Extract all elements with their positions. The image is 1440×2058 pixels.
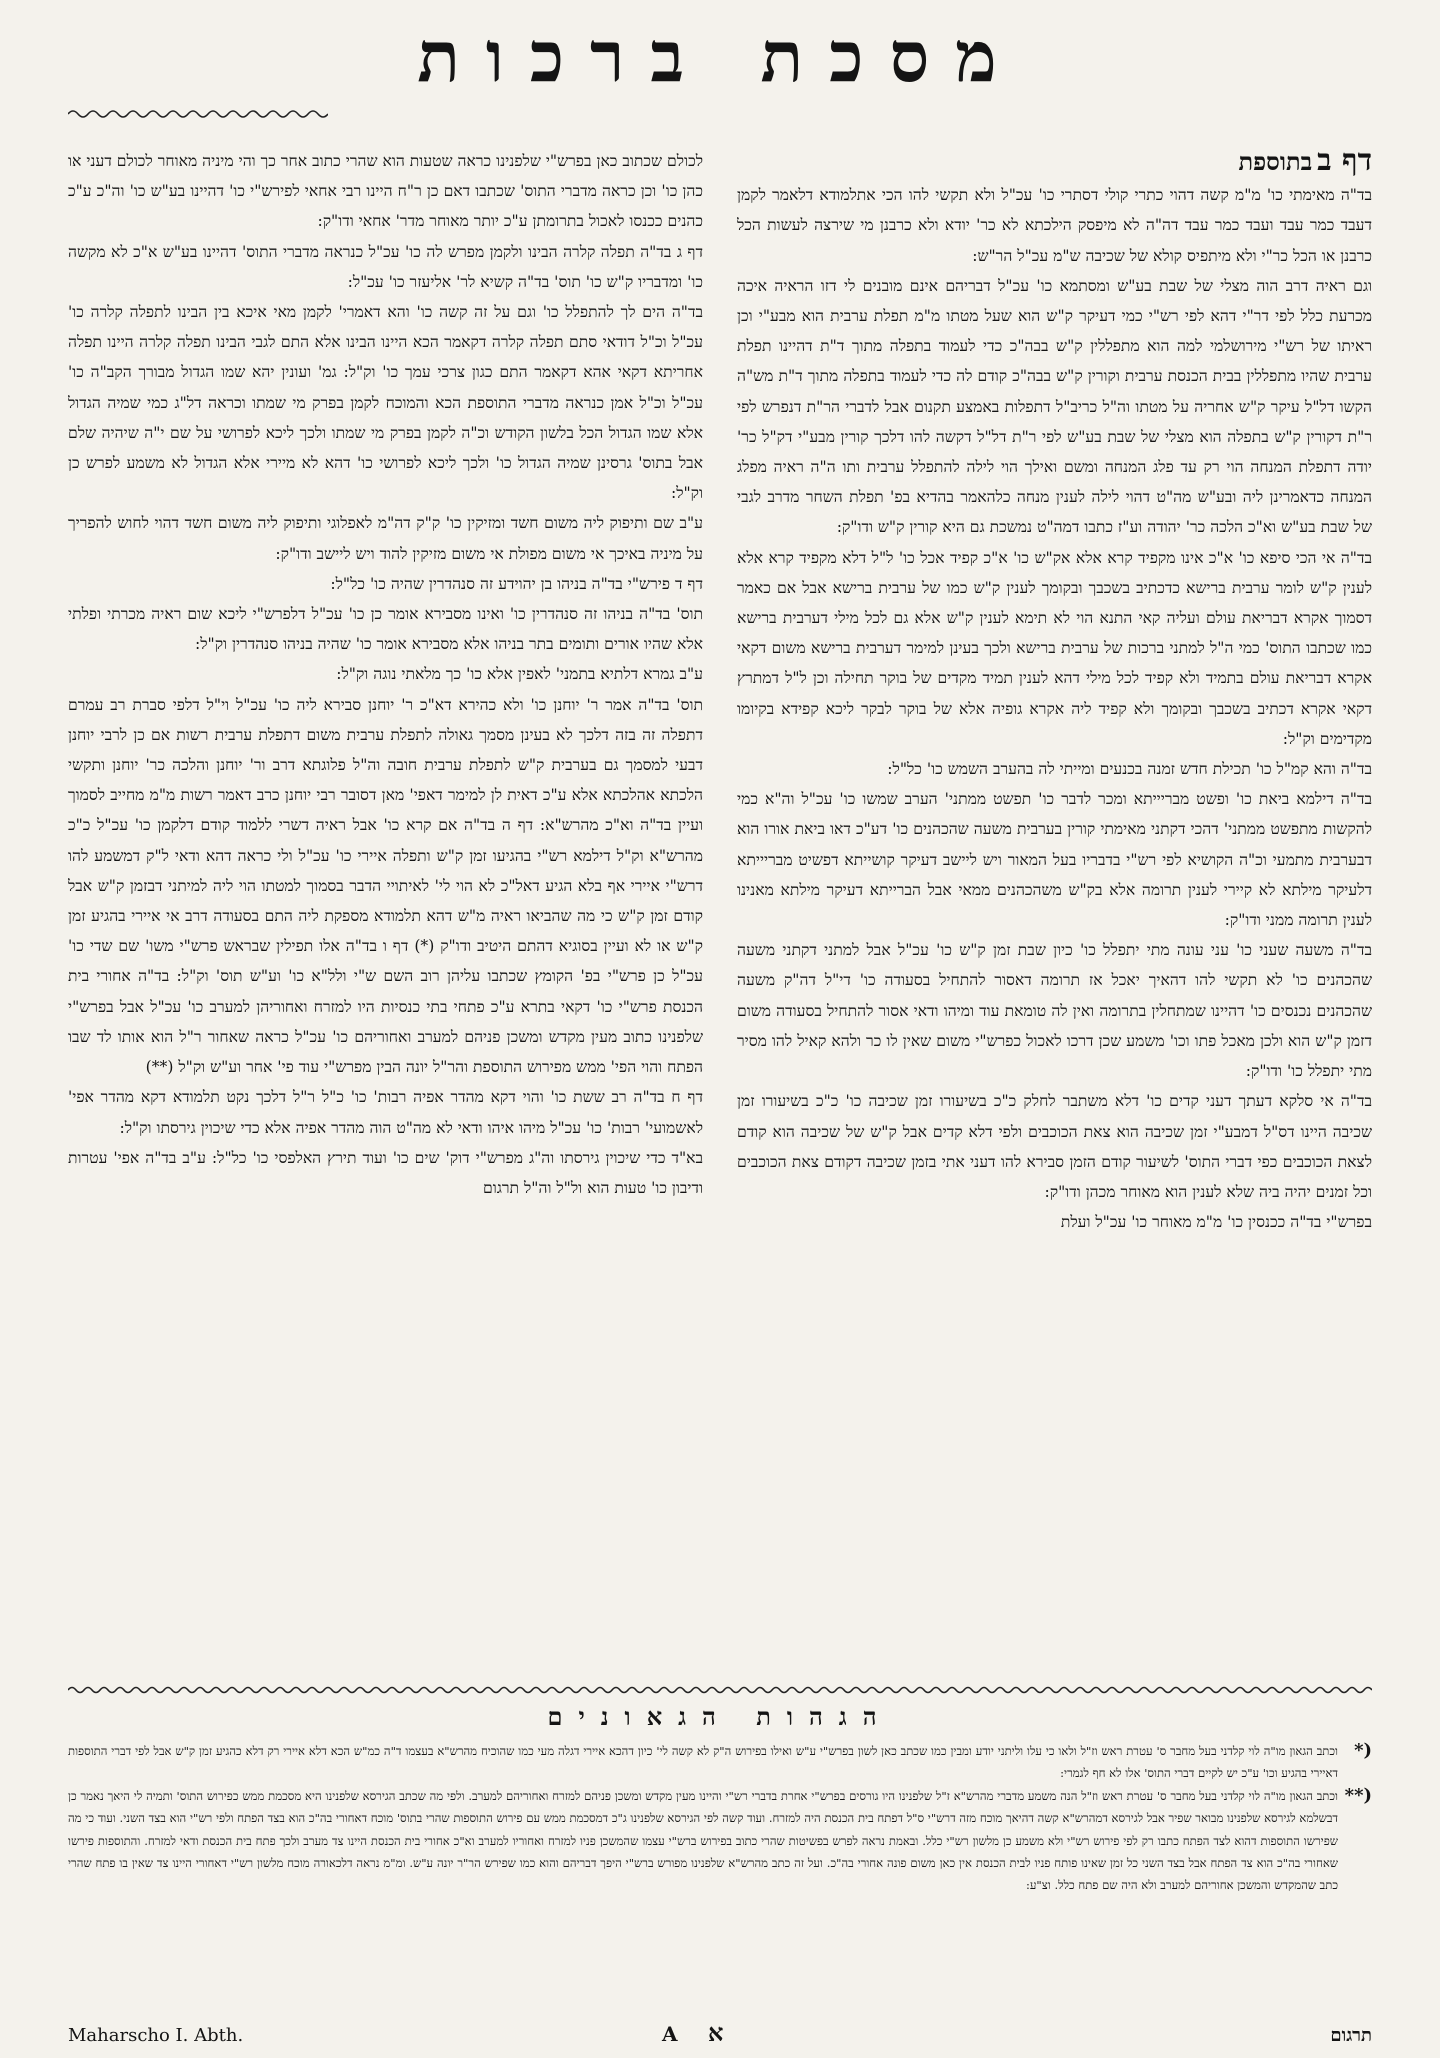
paragraph: בד"ה מאימתי כו' מ"מ קשה דהוי כתרי קולי דסתרי כו' עכ"ל ולא תקשי להו הכי אתלמודא דלאמר לקמן דעבד כמר עבד ועבד כמר עבד דה"ה לא מיפסק הילכתא לא כר' יודא ולא כרבנן מי שירצה לעשות הכל כרבנן או הכל כר"י ולא מיתפיס קולא של שכיבה ש"מ עכ"ל הר"ש: <box>737 186 1372 265</box>
paragraph: בד"ה אי הכי סיפא כו' א"כ אינו מקפיד קרא אלא אק"ש כו' א"כ קפיד אכל כו' ל"ל דלא מקפיד קרא אלא לענין ק"ש לומר ערבית ברישא כדכתיב בשכבך ובקומך לענין ק"ש כמו של ערבית ברישא אבל אם כאמר דסמוך אקרא דבריאת עולם ועליה קאי התנא הוי לא תימא לענין ק"ש אלא גם לכל מילי דערבית ברישא כמו שכתבו התוס' כמי ה"ל למתני ברכות של ערבית ברישא ולכך בעינן למימר דערבית ברישא משום דקאי אקרא דבריאת עולם בתמיד ולא קפיד לכל מילי דהא לענין תמיד מקדים של בוקר תחילה וכן ל"ל דמתרץ דקאי אקרא דכתיב בשכבך ובקומך ולא קפיד ליה אקרא גופיה אלא של בוקר לבקר ליכא קפידא בקיומו מקדימים וק"ל: <box>737 548 1372 748</box>
tosafot-label: בתוספת <box>1238 147 1313 176</box>
right-column-heading <box>737 146 1372 180</box>
note-marker: *) <box>1354 1740 1372 1761</box>
footer-imprint: Maharscho I. Abth. <box>68 2025 244 2046</box>
paragraph: בד"ה הים לך להתפלל כו' וגם על זה קשה כו' והא דאמרי' לקמן מאי איכא בין הבינו לתפלה קלרה כו' עכ"ל וכ"ל דודאי סתם תפלה קלרה דקאמר הכא היינו הבינו אלא התם לגבי הבינו תפלה קלרה היינו תפלה אחריתא דקאי אהא דקאמר התם כגון צרכי עמך כו' וק"ל: גמ' ועונין יהא שמו הגדול מבורך הקב"ה כו' עכ"ל וכ"ל אמן כנראה מדברי התוספת הכא והמוכח לקמן בפרק מי שמתו וכראה דל"ג כמי שמיה הגדול אלא שמו הגדול הכל בלשון הקודש וכ"ה לקמן בפרק מי שמתו ולכך ליכא לפרושי על שם י"ה שיהיה שלם אבל בתוס' גרסינן שמיה הגדול כו' ולכך ליכא לפרושי כו' דהא לא מיירי אלא הגדול לא משמע לפרש כן וק"ל: <box>68 303 703 503</box>
paragraph: בד"ה אי סלקא דעתך דעני קדים כו' דלא משתבר לחלק כ"כ בשיעורו זמן שכיבה כו' כ"כ בשיעורו זמן שכיבה היינו דס"ל דמבע"י זמן שכיבה הוא צאת הכוכבים ולפי דלא קדים אבל ק"ש של שכיבה הוא קודם לצאת הכוכבים כפי דברי התוס' לשיעור קודם הזמן סבירא להו דעני אתי בזמן שכיבה דקודם צאת הכוכבים וכל זמנים יהיה ביה שלא לענין הוא מאוחר מכהן ודו"ק: <box>737 1092 1372 1201</box>
geonim-note <box>68 1740 1372 1785</box>
paragraph: בא"ד כדי שיכוין גירסתו וה"ג מפרש"י דוק' שים כו' ועוד תירץ האלפסי כו' כל"ל: ע"ב בד"ה אפי' עטרות ודיבון כו' טעות הוא ול"ל וה"ל תרגום <box>68 1148 703 1197</box>
signature-hebrew-letter: א <box>708 2018 724 2047</box>
paragraph: וגם ראיה דרב הוה מצלי של שבת בע"ש ומסתמא כו' עכ"ל דבריהם אינם מובנים לי דזו הראיה איכה מכרעת כלל לפי דר"י דהא לפי רש"י כמי דעיקר ק"ש הוא שעל מטתו מ"מ תפלת ערבית הוא מבע"י וכן ראיתו של רש"י מירושלמי למה הוא מתפללין ק"ש בבה"כ כדי לעמוד בתפלה מתוך ד"ת דהיינו תפלת ערבית שהיו מתפללין בבית הכנסת ערבית וקורין ק"ש בבה"כ קודם לה כדי לעמוד בתפלה מתוך ד"ת מש"ה הקשו דל"ל עיקר ק"ש אחריה על מטתו וה"ל כריב"ל דתפלות באמצע תקנום אבל לדברי הר"ת דנפרש לפי ר"ת דקורין ק"ש בתפלה הוא מצלי של שבת בע"ש לפי ר"ת דל"ל דקשה להו דלכך קורין מבע"י דק"ל כר' יודה דתפלת המנחה הוי רק עד פלג המנחה ומשם ואילך הוי לילה להתפלל ערבית ותו ה"ה ראיה מפלג המנחה כדאמרינן ליה ובע"ש מה"ט דהוי לילה לענין מנחה כלהאמר בהדיא בפ' תפלת השחר מדרב לגבי של שבת בע"ש וא"כ הלכה כר' יהודה וע"ז כתבו דמה"ט נמשכת גם היא קורין ק"ש ודו"ק: <box>737 276 1372 537</box>
paragraph: דף ג בד"ה תפלה קלרה הבינו ולקמן מפרש לה כו' עכ"ל כנראה מדברי התוס' דהיינו בע"ש א"כ לא מקשה כו' ומדבריו ק"ש כו' תוס' בד"ה קשיא לר' אליעזר כו' עכ"ל: <box>68 242 703 291</box>
note-text: וכתב הגאון מו"ה לוי קלדני בעל מחבר ס' עטרת ראש וז"ל ולאו כי עלו וליתני יודע ומבין כמו שכתב כאן לשון בפרש"י ע"ש ואילו בפירוש ה"ק לא קשה לי' כיון דהכא איירי דגלה מעי כמו שהוכיח מהרש"א בעצמו ד"ה כמ"ש הכא דלא איירי רק דלא כהגיע זמן ק"ש אבל לפי דברי התוספות דאיירי בהגיע וכו' ע"כ יש לקיים דברי התוס' אלו לא חף לגמרי: <box>68 1744 1338 1781</box>
geonim-title: הגהות הגאונים <box>547 1702 893 1731</box>
geonim-note <box>68 1785 1372 1897</box>
paragraph: דף ד פירש"י בד"ה בניהו בן יהוידע זה סנהדרין שהיה כו' כל"ל: <box>330 574 703 593</box>
tractate-title: מסכת ברכות <box>417 15 1023 98</box>
paragraph: תוס' בד"ה בניהו זה סנהדרין כו' ואינו מסבירא אומר כן כו' עכ"ל דלפרש"י ליכא שום ראיה מכרתי ופלתי אלא שהיו אורים ותומים בתר בניהו אלא מסבירא אומר כו' שהיה בניהו סנהדרין וק"ל: <box>68 605 703 654</box>
catchword: תרגום <box>1330 2025 1372 2046</box>
paragraph: לכולם שכתוב כאן בפרש"י שלפנינו כראה שטעות הוא שהרי כתוב אחר כך והי מיניה מאוחר לכולם דעני או כהן כו' וכן כראה מדברי התוס' שכתבו דאם כן ר"ח היינו רבי אחאי לפירש"י כו' דהיינו בע"ש כו' וה"כ ע"כ כהנים ככנסו לאכול בתרומתן ע"כ יותר מאוחר מדר' אחאי ודו"ק: <box>68 152 703 231</box>
note-marker: **) <box>1344 1784 1372 1806</box>
note-text: וכתב הגאון מו"ה לוי קלדני בעל מחבר ס' עטרת ראש וז"ל הנה משמע מדברי מהרש"א ז"ל שלפנינו היו גורסים בפרש"י אחרת בדברי רש"י והיינו מעין מקדש ומשכן פניהם למזרח ואחוריהם למערב. ולפי מה שכתב הגירסא שלפנינו היא מסכמת ממש כפירוש התוס' ותמיה לי היאך נאמר כן דבשלמא לגירסא שלפנינו מבואר שפיר אבל לגירסא דמהרש"א קשה דהיאך מוכח מזה דרש"י ס"ל דפתח בית הכנסת היה למזרח. ועוד קשה לפי הגירסא שלפנינו ג"כ דמסכמת ממש עם פירוש התוספות שהרי בתוס' מוכח דאחורי בה"כ הוא בצד הפתח ולפי רש"י הוא בצד השני. ועוד כי מה שפירשו התוספות דהוא לצד הפתח כתבו רק לפי פירוש רש"י ולא משמע כן מלשון רש"י כלל. ובאמת נראה לפרש בפשיטות שהרי כתוב בפירוש ברש"י עצמו שהמשכן פניו למזרח ואחוריו למערב וא"כ אחורי בית הכנסת היינו צד מערב ולכך פתח בית הכנסת ודאי למזרח. והתוספות פירשו שאחורי בה"כ הוא צד הפתח אבל בצד השני כל זמן שאינו פותח פניו לבית הכנסת אין כאן משום פונה אחורי בה"כ. ועל זה כתב מהרש"א שלפנינו מפורש ברש"י היפך דבריהם והוא כמו שפירש הר"ר יונה ע"ש. ומ"מ נראה דלכאורה מוכח מלשון רש"י דאחורי היינו צד שאין בו פתח שהרי כתב שהמקדש והמשכן אחוריהם למערב ולא היה שם פתח כלל. וצ"ע: <box>68 1788 1338 1893</box>
wavy-divider <box>68 1684 1372 1696</box>
title-ornament <box>68 108 328 120</box>
right-column <box>737 146 1372 1666</box>
paragraph: ע"ב שם ותיפוק ליה משום חשד ומזיקין כו' ק"ק דה"מ לאפלוגי ותיפוק ליה משום חשד דהוי לחוש להפריך על מיניה באיכך אי משום מפולת אי משום מזיקין להוד ויש ליישב ודו"ק: <box>68 514 703 563</box>
commentary-columns <box>68 146 1372 1666</box>
paragraph: דף ח בד"ה רב ששת כו' והוי דקא מהדר אפיה רבות' כו' כ"ל ר"ל דלכך נקט תלמודא דקא מהדר אפי' לאשמועי' רבות' כו' עכ"ל מיהו איהו ודאי לא מה"ט הוה מהדר אפיה אלא כדי שיכוין גירסתו וק"ל: <box>68 1088 703 1137</box>
daf-label: דף ב <box>1317 146 1372 178</box>
page-footer <box>68 2020 1372 2050</box>
paragraph: ע"ב גמרא דלתיא בתמני' לאפין אלא כו' כך מלאתי נוגה וק"ל: <box>336 665 703 684</box>
paragraph: בפרש"י בד"ה ככנסין כו' מ"מ מאוחר כו' עכ"ל ועלת <box>1060 1213 1372 1232</box>
signature-letter: A <box>662 2022 678 2046</box>
paragraph: בד"ה דילמא ביאת כו' ופשט מבריייתא ומכר לדבר כו' תפשט ממתני' הערב שמשו כו' עכ"ל וה"א כמי להקשות מתפשט ממתני' דהכי דקתני מאימתי קורין בערבית משעה שהכהנים כו' דע"כ דאו ביאת אורו הוא דבערבית מתמעי וכ"ה הקושיא לפי רש"י בדבריו בעל המאור ויש ליישב דעיקר קושייתא דפשיט מבריייתא דלעיקר מילתא לא קיירי לענין תרומה אלא בק"ש משהכהנים ממאי אבל הברייתא דעיקר מילתא מאנינו לענין תרומה ממני ודו"ק: <box>737 790 1372 930</box>
paragraph: תוס' בד"ה אמר ר' יוחנן כו' ולא כהירא דא"כ ר' יוחנן סבירא ליה כו' עכ"ל וי"ל דלפי סברת רב עמרם דתפלה זה בזה דלכך לא בעינן מסמך גאולה לתפלת ערבית משום דתפלת ערבית רשות אם כן לרבי יוחנן דבעי למסמך גם בערבית ק"ש לתפלת ערבית חובה וה"ל פלוגתא דרב ור' יוחנן והלכה כר' יוחנן ותקשי הלכתא אהלכתא אלא ע"כ דאית לן למימר דאפי' מאן דסובר רבי יוחנן כרב דאמר רשות מ"מ מחייב לסמוך ועיין בד"ה וא"כ מהרש"א: דף ה בד"ה אם קרא כו' אבל ראיה דשרי ללמוד קודם דלקמן כו' עכ"ל כ"כ מהרש"א וק"ל דילמא רש"י בהגיעו זמן ק"ש ותפלה איירי כו' עכ"ל ולי כראה דהא ודאי ל"ק דמשמע להו דרש"י איירי אף בלא הגיע דאל"כ לא הוי לי' לאיתויי הדבר בסמוך למטתו הוי ליה למיתני דבזמן ק"ש אבל קודם זמן ק"ש כי מה שהביאו ראיה מ"ש דהא תלמודא מספקת ליה התם בסעודה דרב אי איירי בהגיע זמן ק"ש או לא ועיין בסוגיא דהתם היטיב ודו"ק (*) דף ו בד"ה אלו תפילין שבראש פרש"י משו' שם שדי כו' עכ"ל כן פרש"י בפ' הקומץ שכתבו עליהן רוב השם ש"י ולל"א כו' וע"ש תוס' וק"ל: בד"ה אחורי בית הכנסת פרש"י כו' דקאי בתרא ע"כ פתחי בתי כנסיות היו למזרח ואחוריהן למערב כו' עכ"ל אבל בפרש"י שלפנינו כתוב מעין מקדש ומשכן פניהם למערב ואחוריהם כו' עכ"ל כראה שאחור ר"ל הוא אותו לד שבו הפתח והוי הפי' ממש מפירוש התוספת והר"ל יונה הבין מפרש"י עוד פי' אחר וע"ש וק"ל (**) <box>68 695 703 1077</box>
left-column <box>68 146 703 1666</box>
paragraph: בד"ה משעה שעני כו' עני עונה מתי יתפלל כו' כיון שבת זמן ק"ש כו' עכ"ל אבל למתני דקתני משעה שהכהנים כו' לא תקשי להו דהאיך יאכל אז תרומה דאסור להתחיל בסעודה כו' די"ל דה"ק משעה שהכהנים נכנסים כו' דהיינו שמתחלין בתרומה ואין לה טומאת עוד ומיהו ודאי אסור להתחיל בסעודה משום דזמן ק"ש הוא ולכן מאכל פתו וכו' משמע שכן דרכו לאכול כפרש"י משום שאין לו כר ולהא קאיל להו מסיר מתי יתפלל כו' ודו"ק: <box>737 941 1372 1081</box>
paragraph: בד"ה והא קמ"ל כו' תכילת חדש זמנה בכנעים ומייתי לה בהערב השמש כו' כל"ל: <box>887 760 1372 779</box>
